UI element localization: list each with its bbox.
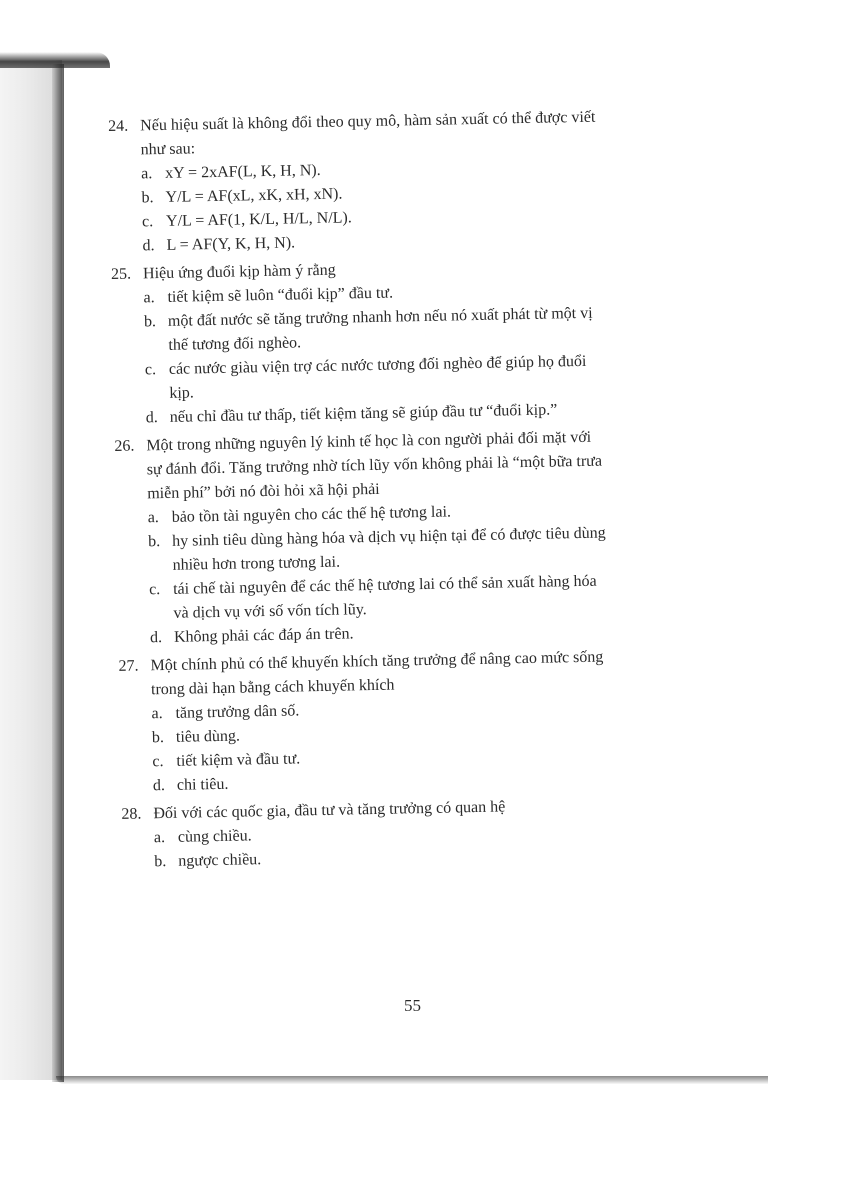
option-text: tái chế tài nguyên để các thế hệ tương lai có thể sản xuất hàng hóa: [172, 572, 597, 598]
option-letter: a.: [153, 829, 166, 847]
question-25: [111, 251, 714, 430]
question-number: 28.: [121, 805, 142, 823]
option-letter: c.: [148, 581, 161, 599]
question-27: [118, 643, 721, 798]
question-number: 24.: [108, 117, 129, 135]
option-text: tăng trưởng dân số.: [175, 702, 300, 722]
question-stem-continued: sự đánh đổi. Tăng trưởng nhờ tích lũy vốn không phải là “một bữa trưa: [146, 452, 603, 479]
option-text: bảo tồn tài nguyên cho các thế hệ tương lai.: [171, 503, 452, 526]
option-c-continued: và dịch vụ với số vốn tích lũy.: [173, 601, 367, 622]
option-text: chi tiêu.: [176, 775, 229, 794]
option-letter: c.: [152, 753, 164, 771]
question-stem: Nếu hiệu suất là không đổi theo quy mô, hàm sản xuất có thể được viết: [140, 108, 596, 135]
question-stem-continued-2: miễn phí” bởi nó đòi hỏi xã hội phải: [147, 480, 380, 503]
option-b-continued: nhiều hơn trong tương lai.: [172, 553, 341, 574]
option-letter: b.: [151, 729, 165, 747]
option-letter: d.: [142, 237, 155, 255]
option-letter: c.: [141, 213, 154, 231]
option-letter: d.: [149, 629, 163, 647]
question-stem: Một trong những nguyên lý kinh tế học là con người phải đối mặt với: [146, 428, 592, 455]
option-letter: d.: [152, 777, 166, 795]
option-text: Y/L = AF(xL, xK, xH, xN).: [165, 185, 343, 206]
option-letter: d.: [145, 409, 158, 427]
question-stem-continued: như sau:: [140, 140, 196, 159]
scan-shadow-bottom: [56, 1076, 768, 1084]
option-letter: b.: [141, 189, 154, 207]
option-text: tiết kiệm sẽ luôn “đuổi kịp” đầu tư.: [167, 284, 394, 306]
question-stem: Một chính phủ có thể khuyến khích tăng trưởng để nâng cao mức sống: [150, 648, 604, 675]
option-text: tiết kiệm và đầu tư.: [176, 750, 301, 770]
question-number: 26.: [114, 437, 135, 455]
option-text: một đất nước sẽ tăng trưởng nhanh hơn nếu nó xuất phát từ một vị: [167, 304, 593, 330]
option-text: cùng chiều.: [177, 827, 252, 846]
option-letter: b.: [148, 533, 161, 551]
scan-shadow-left: [52, 64, 64, 1082]
option-letter: a.: [143, 289, 155, 307]
question-number: 27.: [118, 657, 139, 675]
question-24: [108, 103, 711, 258]
option-letter: a.: [151, 705, 163, 723]
option-text: ngược chiều.: [178, 851, 262, 870]
option-text: Không phải các đáp án trên.: [173, 625, 354, 646]
option-letter: a.: [147, 509, 160, 527]
option-letter: b.: [154, 853, 167, 871]
option-b-continued: thế tương đối nghèo.: [168, 334, 302, 354]
option-text: nếu chỉ đầu tư thấp, tiết kiệm tăng sẽ giúp đầu tư “đuổi kịp.”: [169, 401, 558, 426]
option-text: L = AF(Y, K, H, N).: [166, 234, 296, 254]
question-list: [108, 103, 723, 878]
option-letter: c.: [144, 361, 157, 379]
question-26: [114, 423, 718, 650]
option-c-continued: kịp.: [169, 384, 194, 402]
option-text: hy sinh tiêu dùng hàng hóa và dịch vụ hiện tại để có được tiêu dùng: [172, 524, 606, 550]
question-28: [121, 791, 722, 875]
page-number: 55: [404, 996, 421, 1015]
question-stem: Hiệu ứng đuổi kịp hàm ý rằng: [142, 261, 336, 283]
question-stem: Đối với các quốc gia, đầu tư và tăng trưởng có quan hệ: [153, 798, 506, 823]
question-stem-continued: trong dài hạn bằng cách khuyến khích: [150, 676, 395, 699]
question-number: 25.: [110, 265, 132, 283]
option-text: xY = 2xAF(L, K, H, N).: [164, 161, 321, 182]
option-letter: b.: [143, 313, 157, 331]
option-text: các nước giàu viện trợ các nước tương đối nghèo để giúp họ đuổi: [168, 352, 587, 378]
option-text: Y/L = AF(1, K/L, H/L, N/L).: [165, 209, 352, 230]
option-text: tiêu dùng.: [175, 727, 241, 746]
option-letter: a.: [140, 165, 153, 183]
